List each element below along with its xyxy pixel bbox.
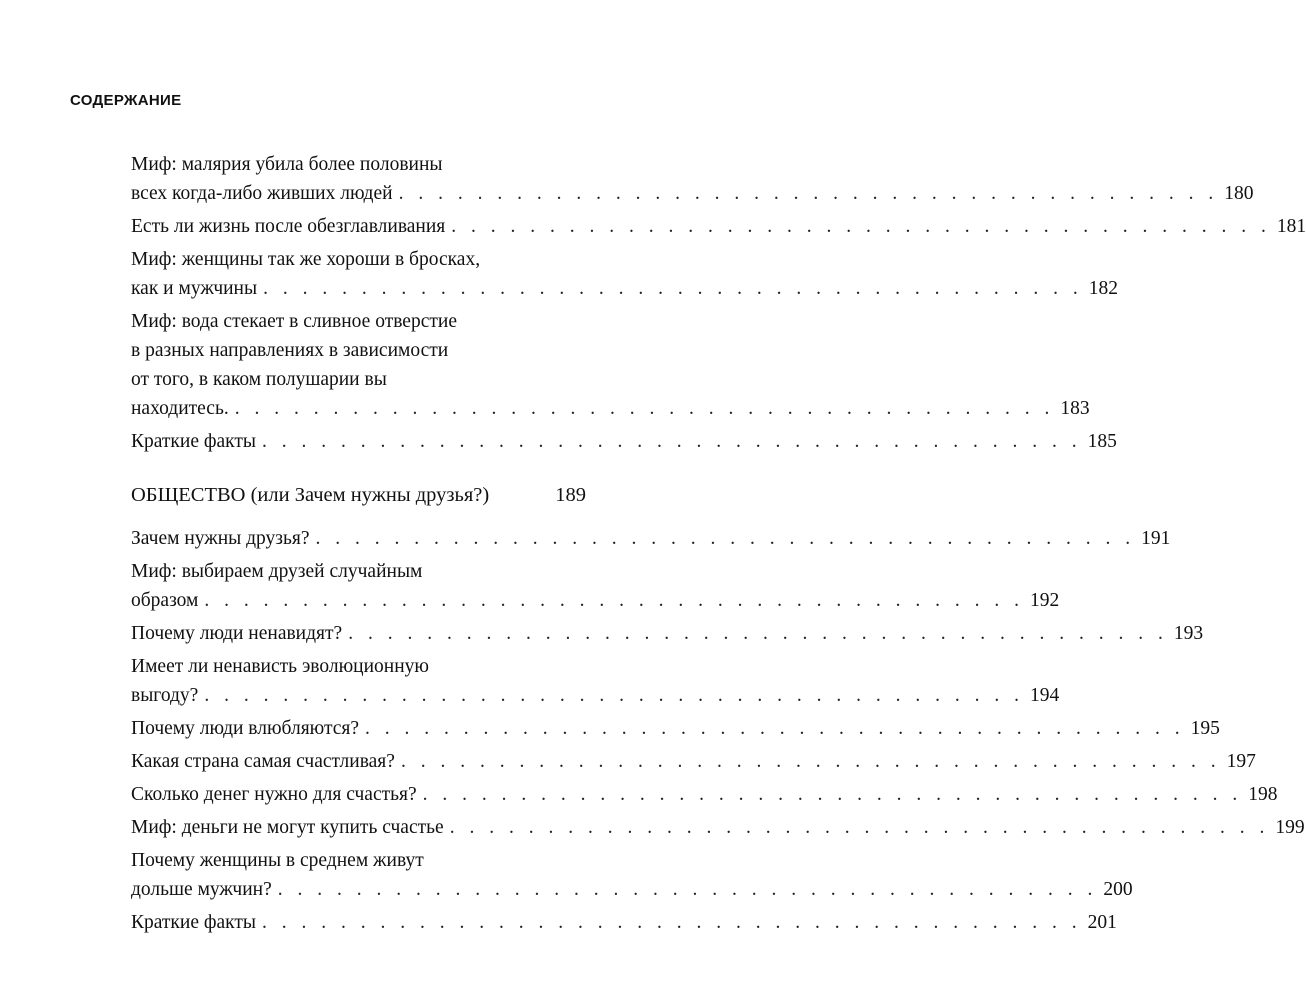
toc-entry-last-line (131, 212, 1306, 241)
toc-entry (131, 212, 1306, 241)
toc-page-number: 197 (1226, 751, 1256, 772)
dot-leader: . . . . . . . . . . . . . . . . . . . . . . . . . . . . . . . . . . . . . . . . . . (262, 912, 1082, 933)
toc-entry (131, 427, 1117, 456)
toc-page-number: 191 (1141, 528, 1171, 549)
dot-leader: . . . . . . . . . . . . . . . . . . . . . . . . . . . . . . . . . . . . . . . . . . (277, 879, 1098, 900)
dot-leader: . . . . . . . . . . . . . . . . . . . . . . . . . . . . . . . . . . . . . . . . . . (204, 685, 1024, 706)
toc-page-number: 182 (1088, 278, 1118, 299)
toc-entry-title-line: выгоду? (131, 685, 199, 706)
toc-page-number: 185 (1087, 431, 1117, 452)
toc-entry-last-line (131, 586, 1060, 615)
toc-entry-title-line: как и мужчины (131, 278, 258, 299)
toc-entry-title-line: Почему женщины в среднем живут (131, 850, 424, 871)
toc-entry-title-line: Миф: малярия убила более половины (131, 154, 443, 175)
toc-entry (131, 846, 1133, 904)
toc-entry-title-line: Миф: деньги не могут купить счастье (131, 817, 444, 838)
toc-entry-last-line (131, 619, 1204, 648)
toc-entry-title-line: всех когда-либо живших людей (131, 183, 393, 204)
toc-entry-title-line: Миф: вода стекает в сливное отверстие (131, 311, 457, 332)
dot-leader: . . . . . . . . . . . . . . . . . . . . . . . . . . . . . . . . . . . . . . . . . . (204, 590, 1025, 611)
dot-leader: . . . . . . . . . . . . . . . . . . . . . . . . . . . . . . . . . . . . . . . . . . (451, 216, 1271, 237)
dot-leader: . . . . . . . . . . . . . . . . . . . . . . . . . . . . . . . . . . . . . . . . . . (315, 528, 1136, 549)
toc-page-number: 199 (1275, 817, 1305, 838)
toc-entry (131, 245, 1118, 303)
toc-entry-title-line: дольше мужчин? (131, 879, 272, 900)
dot-leader: . . . . . . . . . . . . . . . . . . . . . . . . . . . . . . . . . . . . . . . . . . (449, 817, 1270, 838)
toc-entry-last-line (131, 681, 1060, 710)
dot-leader: . . . . . . . . . . . . . . . . . . . . . . . . . . . . . . . . . . . . . . . . . . (348, 623, 1168, 644)
toc-entry-title-line: Миф: женщины так же хороши в бросках, (131, 249, 481, 270)
toc-entry-last-line (131, 813, 1305, 842)
toc-entry (131, 747, 1256, 776)
toc-entry-last-line (131, 780, 1278, 809)
toc-page-number: 183 (1060, 398, 1090, 419)
contents-heading: СОДЕРЖАНИЕ (70, 92, 182, 109)
toc-entry (131, 524, 1171, 553)
toc-part-2 (131, 524, 1305, 937)
section-title: ОБЩЕСТВО (или Зачем нужны друзья?) (131, 484, 490, 506)
toc-page-number: 180 (1224, 183, 1254, 204)
toc-entry (131, 307, 1090, 423)
toc-entry-last-line (131, 179, 1254, 208)
toc-entry-title-line: Зачем нужны друзья? (131, 528, 310, 549)
toc-page-number: 193 (1173, 623, 1204, 644)
toc-entry-title-line: в разных направлениях в зависимости (131, 340, 449, 361)
toc-page-number: 198 (1248, 784, 1278, 805)
toc-entry-title-line: Какая страна самая счастливая? (131, 751, 395, 772)
toc-page-number: 194 (1029, 685, 1060, 706)
toc-page-number: 181 (1276, 216, 1306, 237)
toc-page-number: 200 (1103, 879, 1133, 900)
toc-entry-last-line (131, 524, 1171, 553)
toc-entry-last-line (131, 394, 1090, 423)
dot-leader: . . . . . . . . . . . . . . . . . . . . . . . . . . . . . . . . . . . . . . . . . . (398, 183, 1219, 204)
toc-entry-last-line (131, 908, 1117, 937)
toc-page-number: 195 (1190, 718, 1220, 739)
toc-entry-last-line (131, 747, 1256, 776)
toc-section-heading (131, 480, 586, 510)
toc-entry-title-line: Есть ли жизнь после обезглавливания (131, 216, 446, 237)
section-page-number: 189 (555, 484, 586, 506)
toc-entry (131, 780, 1278, 809)
toc-entry (131, 908, 1117, 937)
table-of-contents (131, 150, 1306, 941)
dot-leader: . . . . . . . . . . . . . . . . . . . . . . . . . . . . . . . . . . . . . . . . . . (365, 718, 1185, 739)
toc-entry-title-line: образом (131, 590, 199, 611)
toc-part-1 (131, 150, 1306, 456)
dot-leader: . . . . . . . . . . . . . . . . . . . . . . . . . . . . . . . . . . . . . . . . . . (400, 751, 1221, 772)
toc-entry (131, 557, 1060, 615)
toc-entry-last-line (131, 427, 1117, 456)
toc-entry-title-line: от того, в каком полушарии вы (131, 369, 387, 390)
dot-leader: . . . . . . . . . . . . . . . . . . . . . . . . . . . . . . . . . . . . . . . . . . (263, 278, 1083, 299)
toc-entry-title-line: Миф: выбираем друзей случайным (131, 561, 423, 582)
toc-entry-last-line (131, 875, 1133, 904)
toc-page-number: 201 (1087, 912, 1117, 933)
toc-entry (131, 714, 1220, 743)
toc-page-number: 192 (1030, 590, 1060, 611)
toc-entry (131, 619, 1204, 648)
dot-leader: . . . . . . . . . . . . . . . . . . . . . . . . . . . . . . . . . . . . . . . . . . (234, 398, 1055, 419)
toc-entry-title-line: Краткие факты (131, 431, 256, 452)
toc-entry-title-line: Почему люди влюбляются? (131, 718, 360, 739)
dot-leader: . . . . . . . . . . . . . . . . . . . . . . . . . . . . . . . . . . . . . . . . . . (422, 784, 1243, 805)
toc-entry-title-line: Краткие факты (131, 912, 256, 933)
toc-entry-title-line: Почему люди ненавидят? (131, 623, 343, 644)
toc-entry (131, 150, 1254, 208)
dot-leader: . . . . . . . . . . . . . . . . . . . . . . . . . . . . . . . . . . . . . . . . . . (262, 431, 1082, 452)
toc-entry-title-line: Сколько денег нужно для счастья? (131, 784, 417, 805)
toc-entry (131, 652, 1060, 710)
toc-entry-last-line (131, 714, 1220, 743)
toc-entry-title-line: находитесь. (131, 398, 229, 419)
toc-entry (131, 813, 1305, 842)
toc-entry-last-line (131, 274, 1118, 303)
toc-entry-title-line: Имеет ли ненависть эволюционную (131, 656, 429, 677)
